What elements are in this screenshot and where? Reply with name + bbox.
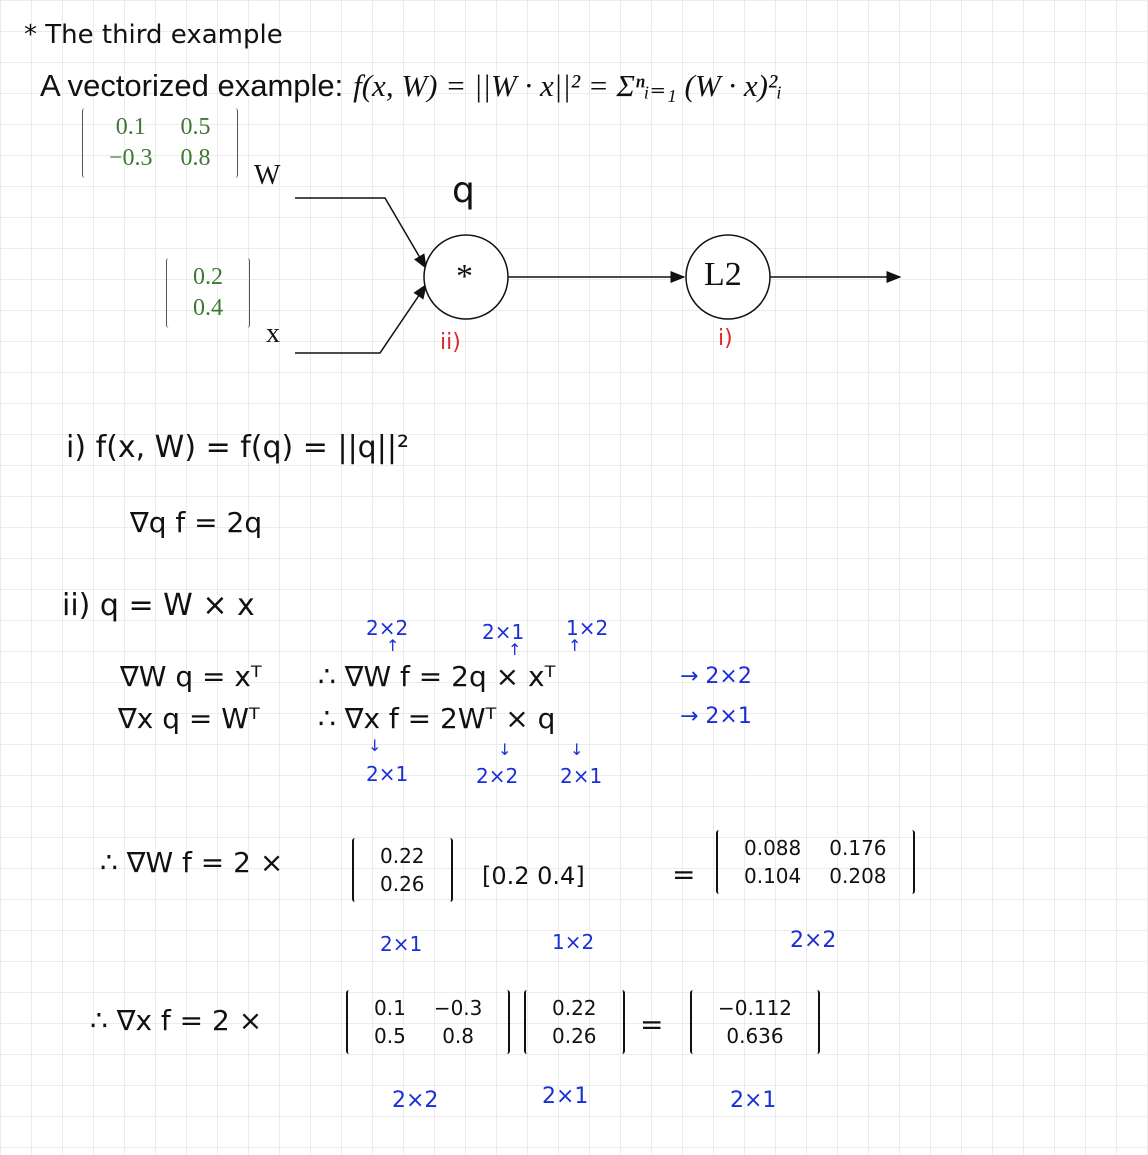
down-arrow-icon: ↓	[570, 740, 584, 759]
dim-label: 2×1	[380, 932, 423, 956]
formula-math: f(x, W) = ||W · x||² = Σⁿᵢ₌₁ (W · x)²ᵢ	[353, 68, 783, 103]
up-arrow-icon: ↑	[386, 636, 400, 655]
calc-w-equals: =	[672, 858, 696, 891]
calc-w-lhs: ∴ ∇W f = 2 ×	[100, 846, 284, 879]
dim-label: 1×2	[552, 930, 595, 954]
q-label: q	[452, 170, 475, 211]
result-dim-w: → 2×2	[680, 664, 752, 689]
step1-line1: i) f(x, W) = f(q) = ||q||²	[66, 430, 409, 465]
x-label: x	[266, 318, 280, 349]
grad-x-f: ∴ ∇x f = 2Wᵀ × q	[318, 702, 556, 735]
x-input-edge	[295, 285, 426, 353]
calc-w-x-row: [0.2 0.4]	[482, 862, 585, 890]
dim-label: 2×2	[790, 928, 837, 953]
down-arrow-icon: ↓	[368, 736, 382, 755]
calc-w-result: 0.088 0.176 0.104 0.208	[716, 830, 915, 894]
multiply-node-label: *	[456, 258, 473, 295]
calc-x-q-vector: 0.22 0.26	[524, 990, 625, 1054]
grad-w-f: ∴ ∇W f = 2q × xᵀ	[318, 660, 556, 693]
calc-x-lhs: ∴ ∇x f = 2 ×	[90, 1004, 263, 1037]
calc-x-w-matrix: 0.1 −0.3 0.5 0.8	[346, 990, 510, 1054]
dim-label: 2×1	[730, 1088, 777, 1113]
result-dim-x: → 2×1	[680, 704, 752, 729]
mult-step-label: ii)	[440, 330, 461, 355]
dim-label: 2×1	[560, 764, 603, 788]
l2-step-label: i)	[718, 326, 733, 351]
w-label: W	[254, 160, 281, 191]
step2-line1: ii) q = W × x	[62, 588, 255, 623]
calc-w-q-vector: 0.22 0.26	[352, 838, 453, 902]
dim-label: 1×2	[566, 616, 609, 640]
down-arrow-icon: ↓	[498, 740, 512, 759]
page-heading: * The third example	[24, 20, 283, 50]
w-input-edge	[295, 198, 426, 268]
formula-prefix: A vectorized example:	[40, 68, 344, 103]
grad-w-q: ∇W q = xᵀ	[120, 660, 262, 693]
calc-x-equals: =	[640, 1008, 664, 1041]
l2-node-label: L2	[704, 256, 742, 293]
dim-label: 2×1	[366, 762, 409, 786]
dim-label: 2×2	[392, 1088, 439, 1113]
up-arrow-icon: ↑	[568, 636, 582, 655]
x-vector: 0.2 0.4	[166, 258, 250, 328]
dim-label: 2×1	[482, 620, 525, 644]
calc-x-result: −0.112 0.636	[690, 990, 820, 1054]
dim-label: 2×2	[366, 616, 409, 640]
dim-label: 2×1	[542, 1084, 589, 1109]
step1-line2: ∇q f = 2q	[130, 506, 263, 539]
dim-label: 2×2	[476, 764, 519, 788]
grad-x-q: ∇x q = Wᵀ	[118, 702, 260, 735]
up-arrow-icon: ↑	[508, 640, 522, 659]
w-matrix: 0.1 0.5 −0.3 0.8	[82, 108, 238, 178]
